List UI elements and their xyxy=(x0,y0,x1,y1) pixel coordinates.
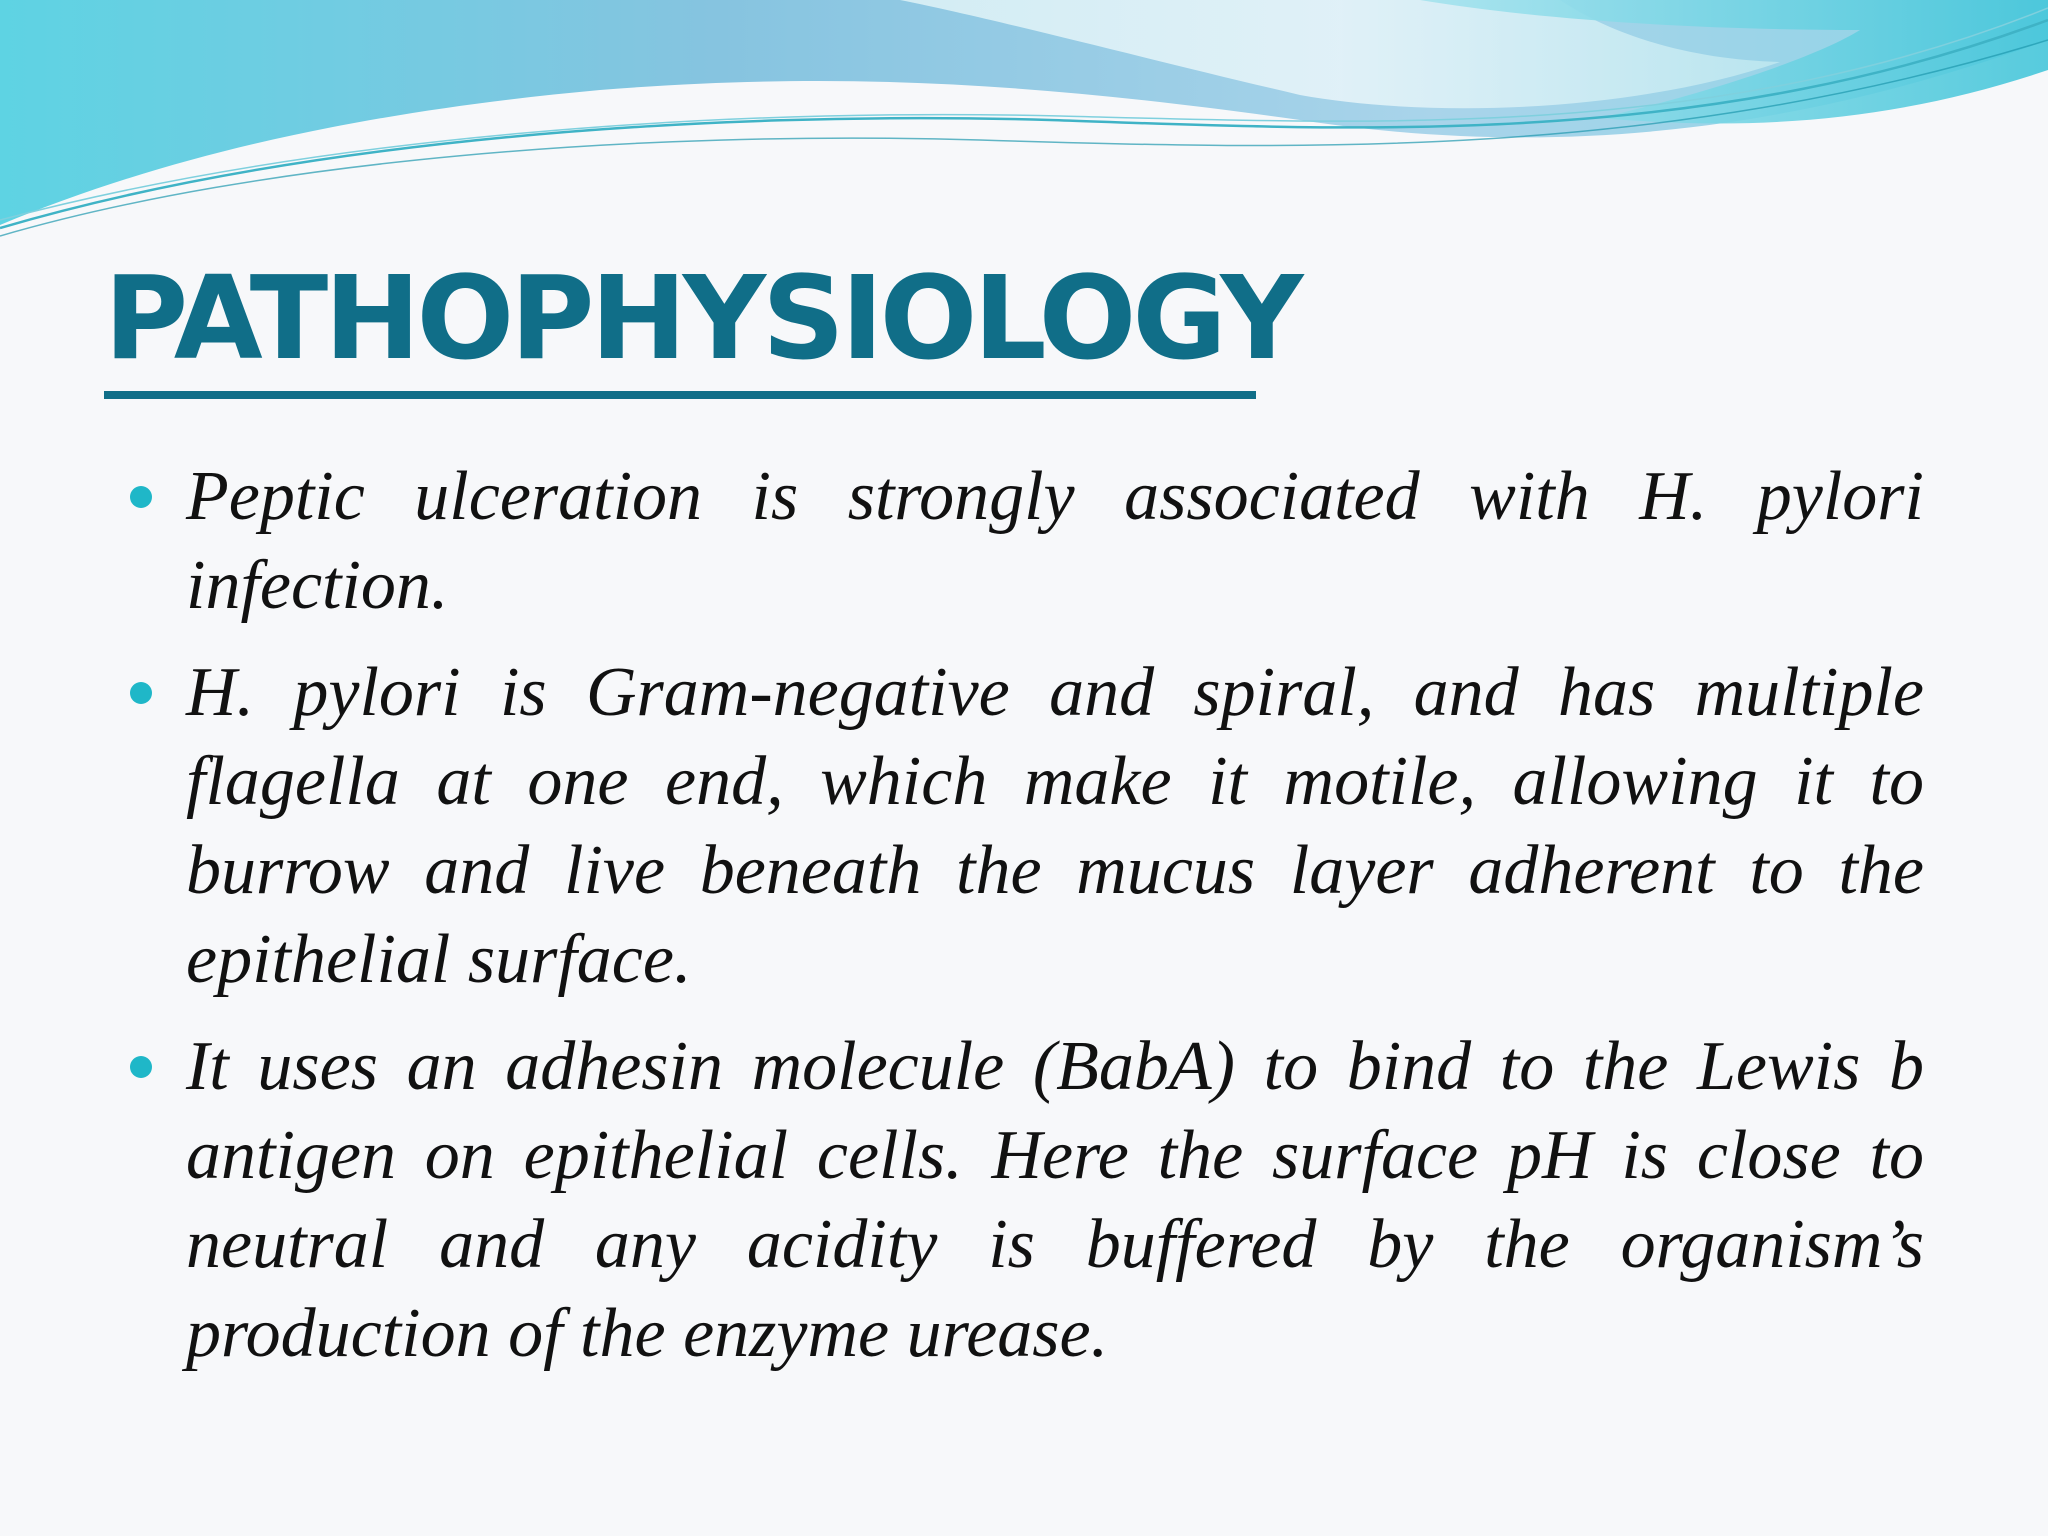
wave-banner xyxy=(0,0,2048,240)
bullet-item xyxy=(126,1022,1924,1378)
bullet-text: It uses an adhesin molecule (BabA) to bind to the Lewis b antigen on epithelial cells. Here the surface pH is close to neutral and any acidity is buffered by the organism’s production of the enzyme urease. xyxy=(186,1028,1924,1372)
bullet-item xyxy=(126,452,1924,630)
bullet-dot-icon xyxy=(130,486,152,508)
bullet-dot-icon xyxy=(130,682,152,704)
bullet-list xyxy=(126,452,1924,1396)
bullet-text: Peptic ulceration is strongly associated with H. pylori infection. xyxy=(186,458,1924,624)
bullet-dot-icon xyxy=(130,1056,152,1078)
slide-title: PATHOPHYSIOLOGY xyxy=(104,252,1300,386)
bullet-item xyxy=(126,648,1924,1004)
title-underline xyxy=(104,391,1256,399)
bullet-text: H. pylori is Gram-negative and spiral, and has multiple flagella at one end, which make it motile, allowing it to burrow and live beneath the mucus layer adherent to the epithelial surface. xyxy=(186,654,1924,998)
